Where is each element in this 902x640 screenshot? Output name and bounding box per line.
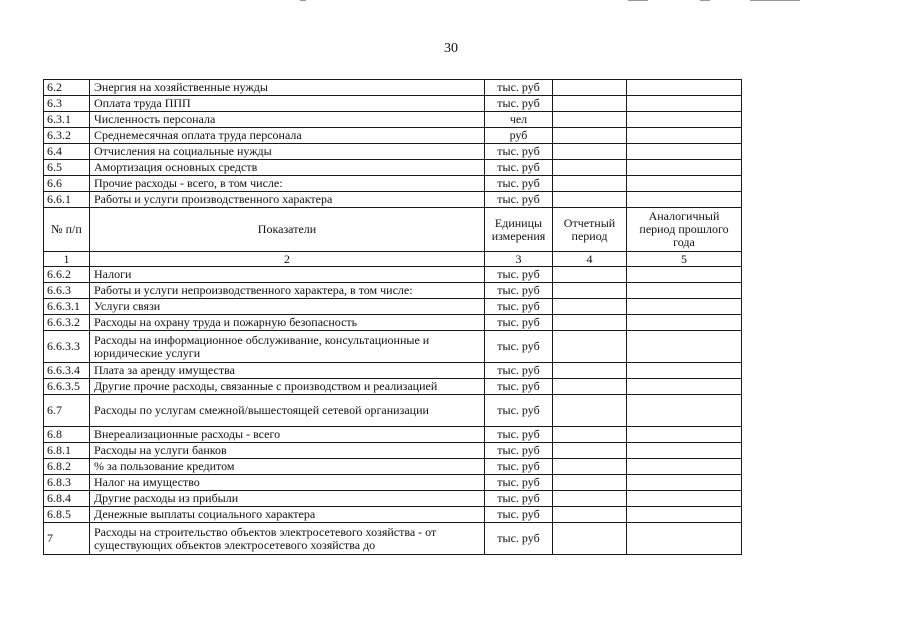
row-indicator: Численность персонала (90, 112, 485, 128)
row-previous-value (627, 443, 742, 459)
table-row (44, 96, 742, 112)
table-row (44, 379, 742, 395)
table-row (44, 523, 742, 555)
row-previous-value (627, 523, 742, 555)
row-current-value (553, 176, 627, 192)
row-current-value (553, 363, 627, 379)
row-previous-value (627, 459, 742, 475)
row-current-value (553, 80, 627, 96)
row-indicator: Расходы на услуги банков (90, 443, 485, 459)
row-current-value (553, 443, 627, 459)
row-number: 6.6.3.4 (44, 363, 90, 379)
row-number: 6.8.3 (44, 475, 90, 491)
row-current-value (553, 192, 627, 208)
row-current-value (553, 299, 627, 315)
column-index: 5 (627, 252, 742, 267)
row-previous-value (627, 192, 742, 208)
row-number: 6.4 (44, 144, 90, 160)
row-current-value (553, 507, 627, 523)
row-previous-value (627, 96, 742, 112)
row-indicator: % за пользование кредитом (90, 459, 485, 475)
row-number: 6.6 (44, 176, 90, 192)
row-previous-value (627, 80, 742, 96)
row-current-value (553, 491, 627, 507)
table-row (44, 80, 742, 96)
row-unit: тыс. руб (485, 96, 553, 112)
row-indicator: Прочие расходы - всего, в том числе: (90, 176, 485, 192)
row-number: 6.6.3.1 (44, 299, 90, 315)
table-row (44, 283, 742, 299)
row-current-value (553, 523, 627, 555)
row-indicator: Амортизация основных средств (90, 160, 485, 176)
row-indicator: Услуги связи (90, 299, 485, 315)
row-current-value (553, 475, 627, 491)
row-indicator: Внереализационные расходы - всего (90, 427, 485, 443)
scan-edge-marks (0, 0, 902, 3)
row-unit: тыс. руб (485, 315, 553, 331)
row-unit: тыс. руб (485, 427, 553, 443)
column-index-row (44, 252, 742, 267)
row-number: 6.2 (44, 80, 90, 96)
row-current-value (553, 395, 627, 427)
row-indicator: Плата за аренду имущества (90, 363, 485, 379)
table-row (44, 112, 742, 128)
column-index: 3 (485, 252, 553, 267)
row-indicator: Отчисления на социальные нужды (90, 144, 485, 160)
row-indicator: Расходы на информационное обслуживание, консультационные и юридические услуги (90, 331, 485, 363)
table-row (44, 315, 742, 331)
row-unit: тыс. руб (485, 80, 553, 96)
row-indicator: Расходы на охрану труда и пожарную безопасность (90, 315, 485, 331)
row-current-value (553, 283, 627, 299)
column-index: 4 (553, 252, 627, 267)
row-unit: тыс. руб (485, 192, 553, 208)
header-current-period: Отчетный период (553, 208, 627, 252)
row-number: 6.7 (44, 395, 90, 427)
row-previous-value (627, 363, 742, 379)
row-number: 6.3.2 (44, 128, 90, 144)
header-unit: Единицы измерения (485, 208, 553, 252)
column-index: 1 (44, 252, 90, 267)
row-current-value (553, 112, 627, 128)
row-number: 6.8.4 (44, 491, 90, 507)
row-indicator: Другие прочие расходы, связанные с производством и реализацией (90, 379, 485, 395)
row-current-value (553, 379, 627, 395)
row-indicator: Денежные выплаты социального характера (90, 507, 485, 523)
header-number: № п/п (44, 208, 90, 252)
row-number: 6.6.1 (44, 192, 90, 208)
table-header-row (44, 208, 742, 252)
row-current-value (553, 315, 627, 331)
table-row (44, 427, 742, 443)
row-unit: тыс. руб (485, 160, 553, 176)
row-unit: тыс. руб (485, 331, 553, 363)
header-previous-period: Аналогичный период прошлого года (627, 208, 742, 252)
row-unit: тыс. руб (485, 144, 553, 160)
row-previous-value (627, 475, 742, 491)
row-indicator: Расходы на строительство объектов электросетевого хозяйства - от существующих объектов электросетевого хозяйства до (90, 523, 485, 555)
row-current-value (553, 331, 627, 363)
row-current-value (553, 459, 627, 475)
table-row (44, 395, 742, 427)
row-number: 6.6.3.5 (44, 379, 90, 395)
row-previous-value (627, 507, 742, 523)
row-unit: тыс. руб (485, 267, 553, 283)
row-indicator: Другие расходы из прибыли (90, 491, 485, 507)
table-row (44, 267, 742, 283)
row-number: 6.8.2 (44, 459, 90, 475)
row-number: 6.8.1 (44, 443, 90, 459)
row-previous-value (627, 491, 742, 507)
row-previous-value (627, 427, 742, 443)
row-unit: чел (485, 112, 553, 128)
table-row (44, 443, 742, 459)
row-unit: тыс. руб (485, 459, 553, 475)
row-indicator: Налог на имущество (90, 475, 485, 491)
row-current-value (553, 96, 627, 112)
row-unit: тыс. руб (485, 379, 553, 395)
row-previous-value (627, 379, 742, 395)
table-row (44, 363, 742, 379)
table-row (44, 459, 742, 475)
row-number: 6.6.3.3 (44, 331, 90, 363)
table-row (44, 128, 742, 144)
row-unit: руб (485, 128, 553, 144)
row-indicator: Расходы по услугам смежной/вышестоящей сетевой организации (90, 395, 485, 427)
row-unit: тыс. руб (485, 491, 553, 507)
row-indicator: Среднемесячная оплата труда персонала (90, 128, 485, 144)
row-indicator: Оплата труда ППП (90, 96, 485, 112)
table-row (44, 299, 742, 315)
row-current-value (553, 128, 627, 144)
row-unit: тыс. руб (485, 395, 553, 427)
row-unit: тыс. руб (485, 176, 553, 192)
row-unit: тыс. руб (485, 475, 553, 491)
header-indicator: Показатели (90, 208, 485, 252)
row-previous-value (627, 128, 742, 144)
row-previous-value (627, 395, 742, 427)
row-number: 6.6.3 (44, 283, 90, 299)
table-row (44, 331, 742, 363)
row-current-value (553, 267, 627, 283)
table-row (44, 192, 742, 208)
indicators-table (43, 79, 742, 555)
row-previous-value (627, 160, 742, 176)
row-previous-value (627, 144, 742, 160)
column-index: 2 (90, 252, 485, 267)
table-row (44, 160, 742, 176)
row-indicator: Работы и услуги производственного характера (90, 192, 485, 208)
row-number: 6.6.2 (44, 267, 90, 283)
row-number: 6.6.3.2 (44, 315, 90, 331)
row-unit: тыс. руб (485, 363, 553, 379)
row-number: 7 (44, 523, 90, 555)
row-previous-value (627, 315, 742, 331)
row-indicator: Работы и услуги непроизводственного характера, в том числе: (90, 283, 485, 299)
table-row (44, 507, 742, 523)
page-number: 30 (444, 41, 458, 56)
row-previous-value (627, 267, 742, 283)
row-previous-value (627, 176, 742, 192)
row-current-value (553, 427, 627, 443)
row-current-value (553, 160, 627, 176)
table-row (44, 144, 742, 160)
row-number: 6.3.1 (44, 112, 90, 128)
row-previous-value (627, 112, 742, 128)
row-indicator: Налоги (90, 267, 485, 283)
table-row (44, 491, 742, 507)
row-number: 6.5 (44, 160, 90, 176)
row-unit: тыс. руб (485, 283, 553, 299)
row-previous-value (627, 283, 742, 299)
table-row (44, 475, 742, 491)
row-unit: тыс. руб (485, 299, 553, 315)
row-number: 6.3 (44, 96, 90, 112)
row-unit: тыс. руб (485, 523, 553, 555)
row-indicator: Энергия на хозяйственные нужды (90, 80, 485, 96)
row-previous-value (627, 299, 742, 315)
row-current-value (553, 144, 627, 160)
row-unit: тыс. руб (485, 443, 553, 459)
row-unit: тыс. руб (485, 507, 553, 523)
row-number: 6.8.5 (44, 507, 90, 523)
row-number: 6.8 (44, 427, 90, 443)
row-previous-value (627, 331, 742, 363)
table-row (44, 176, 742, 192)
